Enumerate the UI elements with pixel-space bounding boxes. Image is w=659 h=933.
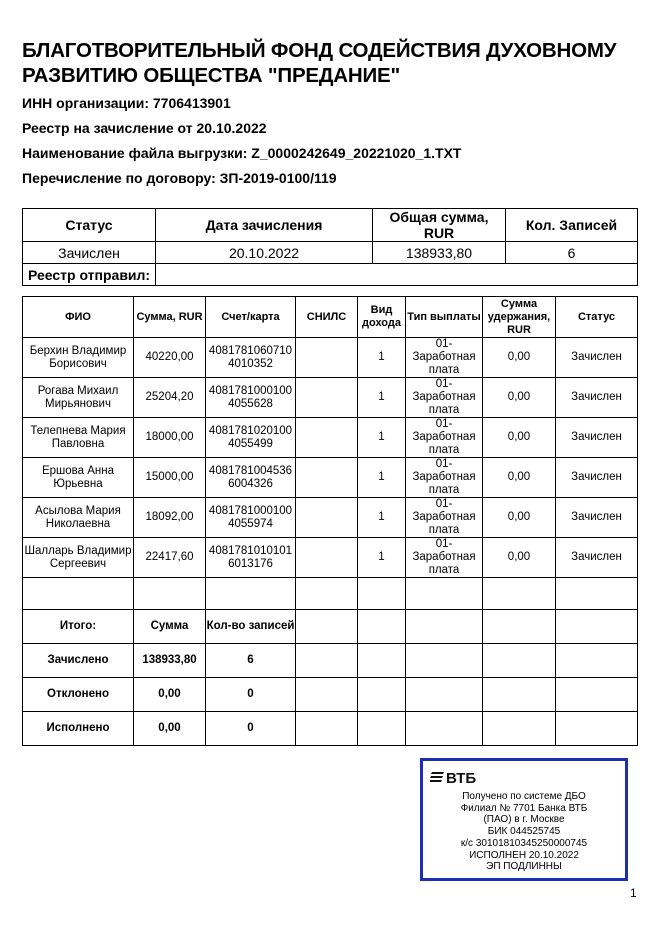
summary-header-status: Статус [23, 209, 156, 242]
row-account: 40817810201004055499 [206, 418, 296, 458]
empty-row [23, 578, 638, 610]
col-header-payment-type: Тип выплаты [406, 297, 483, 338]
row-sum: 15000,00 [134, 458, 206, 498]
row-fio: Телепнева Мария Павловна [23, 418, 134, 458]
row-payment-type: 01-Заработная плата [406, 378, 483, 418]
row-account: 40817810607104010352 [206, 338, 296, 378]
summary-table [22, 208, 638, 286]
row-income: 1 [358, 458, 406, 498]
row-account: 40817810001004055974 [206, 498, 296, 538]
row-status: Зачислен [556, 378, 638, 418]
stamp-line: ЭП ПОДЛИННЫ [486, 861, 562, 873]
summary-header-row [23, 209, 638, 242]
row-status: Зачислен [556, 338, 638, 378]
row-snils [296, 498, 358, 538]
totals-row-executed [23, 712, 638, 746]
organization-name-line2: РАЗВИТИЮ ОБЩЕСТВА "ПРЕДАНИЕ" [22, 64, 401, 87]
row-status: Зачислен [556, 458, 638, 498]
summary-count: 6 [506, 242, 638, 264]
row-income: 1 [358, 378, 406, 418]
row-snils [296, 418, 358, 458]
totals-rejected-label: Отклонено [23, 678, 134, 712]
organization-name-line1: БЛАГОТВОРИТЕЛЬНЫЙ ФОНД СОДЕЙСТВИЯ ДУХОВНОМУ [22, 39, 617, 62]
row-sum: 40220,00 [134, 338, 206, 378]
row-payment-type: 01-Заработная плата [406, 538, 483, 578]
registry-line: Реестр на зачисление от 20.10.2022 [22, 120, 267, 136]
totals-rejected-count: 0 [206, 678, 296, 712]
row-account: 40817810001004055628 [206, 378, 296, 418]
row-payment-type: 01-Заработная плата [406, 498, 483, 538]
summary-total: 138933,80 [373, 242, 506, 264]
organization-name [22, 38, 642, 88]
row-sum: 18092,00 [134, 498, 206, 538]
row-fio: Асылова Мария Николаевна [23, 498, 134, 538]
stamp-line: ИСПОЛНЕН 20.10.2022 [469, 849, 579, 861]
bank-stamp [420, 758, 628, 881]
row-payment-type: 01-Заработная плата [406, 338, 483, 378]
summary-header-date: Дата зачисления [156, 209, 373, 242]
summary-value-row [23, 242, 638, 264]
table-row [23, 378, 638, 418]
vtb-logo-icon [430, 768, 482, 786]
stamp-line: (ПАО) в г. Москве [483, 814, 565, 826]
totals-credited-count: 6 [206, 644, 296, 678]
row-snils [296, 338, 358, 378]
contract-line: Перечисление по договору: ЗП-2019-0100/119 [22, 170, 337, 186]
row-withheld: 0,00 [483, 338, 556, 378]
col-header-fio: ФИО [23, 297, 134, 338]
row-income: 1 [358, 498, 406, 538]
row-snils [296, 378, 358, 418]
col-header-account: Счет/карта [206, 297, 296, 338]
col-header-status: Статус [556, 297, 638, 338]
row-withheld: 0,00 [483, 378, 556, 418]
summary-status: Зачислен [23, 242, 156, 264]
totals-executed-sum: 0,00 [134, 712, 206, 746]
payments-header-row [23, 297, 638, 338]
totals-executed-count: 0 [206, 712, 296, 746]
page-number: 1 [630, 886, 637, 900]
row-payment-type: 01-Заработная плата [406, 458, 483, 498]
totals-credited-sum: 138933,80 [134, 644, 206, 678]
row-snils [296, 538, 358, 578]
totals-label: Итого: [23, 610, 134, 644]
totals-credited-label: Зачислено [23, 644, 134, 678]
row-fio: Шалларь Владимир Сергеевич [23, 538, 134, 578]
row-withheld: 0,00 [483, 498, 556, 538]
summary-sent-row [23, 264, 638, 286]
totals-row-credited [23, 644, 638, 678]
col-header-income-type: Вид дохода [358, 297, 406, 338]
inn-line: ИНН организации: 7706413901 [22, 95, 231, 111]
summary-header-total: Общая сумма, RUR [373, 209, 506, 242]
document-header [22, 38, 642, 186]
row-sum: 25204,20 [134, 378, 206, 418]
summary-header-count: Кол. Записей [506, 209, 638, 242]
totals-header-row [23, 610, 638, 644]
row-fio: Берхин Владимир Борисович [23, 338, 134, 378]
sent-by-label: Реестр отправил: [23, 264, 156, 286]
vtb-logo-text: ВТБ [446, 770, 477, 786]
row-sum: 22417,60 [134, 538, 206, 578]
row-sum: 18000,00 [134, 418, 206, 458]
file-name-line: Наименование файла выгрузки: Z_0000242649_20221020_1.TXT [22, 145, 462, 161]
totals-header-sum: Сумма [134, 610, 206, 644]
row-status: Зачислен [556, 418, 638, 458]
vtb-logo [430, 768, 482, 786]
totals-header-count: Кол-во записей [206, 610, 296, 644]
row-withheld: 0,00 [483, 458, 556, 498]
table-row [23, 338, 638, 378]
stamp-line: БИК 044525745 [487, 826, 561, 838]
row-income: 1 [358, 538, 406, 578]
sent-by-value [156, 264, 638, 286]
row-snils [296, 458, 358, 498]
table-row [23, 458, 638, 498]
row-account: 40817810045366004326 [206, 458, 296, 498]
totals-row-rejected [23, 678, 638, 712]
totals-rejected-sum: 0,00 [134, 678, 206, 712]
row-income: 1 [358, 338, 406, 378]
table-row [23, 498, 638, 538]
row-status: Зачислен [556, 498, 638, 538]
row-status: Зачислен [556, 538, 638, 578]
stamp-line: к/с 30101810345250000745 [460, 837, 588, 849]
row-withheld: 0,00 [483, 418, 556, 458]
row-payment-type: 01-Заработная плата [406, 418, 483, 458]
stamp-line: Получено по системе ДБО [462, 791, 586, 802]
table-row [23, 418, 638, 458]
col-header-sum: Сумма, RUR [134, 297, 206, 338]
stamp-line: Филиал № 7701 Банка ВТБ [460, 802, 588, 814]
row-fio: Рогава Михаил Мирьянович [23, 378, 134, 418]
row-fio: Ершова Анна Юрьевна [23, 458, 134, 498]
row-account: 40817810101016013176 [206, 538, 296, 578]
summary-date: 20.10.2022 [156, 242, 373, 264]
totals-executed-label: Исполнено [23, 712, 134, 746]
col-header-snils: СНИЛС [296, 297, 358, 338]
stamp-text [427, 791, 621, 873]
table-row [23, 538, 638, 578]
row-income: 1 [358, 418, 406, 458]
row-withheld: 0,00 [483, 538, 556, 578]
payments-table [22, 296, 638, 746]
col-header-withheld: Сумма удержания, RUR [483, 297, 556, 338]
